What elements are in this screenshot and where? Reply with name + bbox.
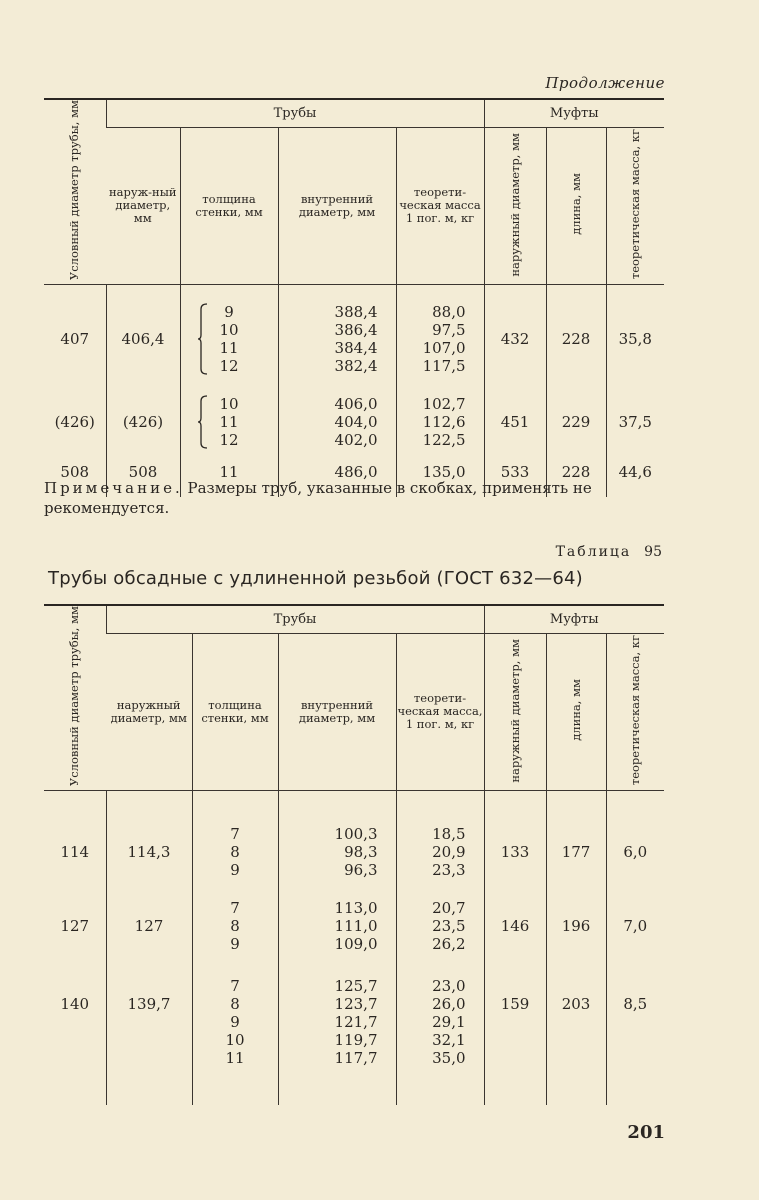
coupling-outer-cell-value: 146 [500, 917, 530, 936]
coupling-mass-cell-value: 44,6 [618, 463, 652, 482]
table-row [44, 303, 664, 375]
coupling-outer-cell-value: 159 [500, 995, 530, 1014]
pipe-mass-cell-value: 88,0 [432, 303, 466, 322]
inner-diameter-cell-value: 96,3 [344, 861, 378, 880]
pipe-mass-cell-value: 107,0 [422, 339, 466, 358]
coupling-length-cell-value: 229 [561, 413, 591, 432]
coupling-length-cell [546, 899, 606, 953]
coupling-mass-cell [606, 303, 664, 375]
coupling-mass-cell [606, 899, 664, 953]
coupling-length-cell [546, 395, 606, 449]
brace-icon [197, 395, 209, 449]
table-row [44, 899, 664, 953]
inner-diameter-cell-value: 404,0 [334, 413, 378, 432]
coupling-length-cell-value: 203 [561, 995, 591, 1014]
wall-thickness-cell-value: 8 [230, 995, 240, 1014]
pipe-mass-cell-value: 26,0 [432, 995, 466, 1014]
header-coupling-length: длина, мм [546, 633, 606, 791]
header-pipe-outer-diameter: наружный диаметр, мм [106, 633, 192, 791]
coupling-outer-cell [484, 825, 546, 879]
wall-thickness-cell [192, 899, 278, 953]
inner-diameter-cell [278, 303, 396, 375]
wall-thickness-cell-value: 9 [224, 303, 234, 322]
table-title: Трубы обсадные с удлиненной резьбой (ГОСТ 632—64) [48, 568, 583, 589]
nominal-diameter-cell [44, 303, 106, 375]
pipe-table-continued [44, 98, 664, 497]
pipe-mass-cell-value: 23,3 [432, 861, 466, 880]
inner-diameter-cell-value: 98,3 [344, 843, 378, 862]
inner-diameter-cell-value: 111,0 [334, 917, 378, 936]
pipe-mass-cell-value: 20,9 [432, 843, 466, 862]
wall-thickness-cell-value: 11 [219, 463, 239, 482]
coupling-length-cell [546, 303, 606, 375]
inner-diameter-cell-value: 113,0 [334, 899, 378, 918]
wall-thickness-cell-value: 9 [230, 861, 240, 880]
header-nominal-diameter: Условный диаметр трубы, мм [44, 605, 106, 791]
coupling-mass-cell-value: 8,5 [623, 995, 648, 1014]
wall-thickness-cell-value: 8 [230, 843, 240, 862]
header-wall-thickness: толщина стенки, мм [192, 633, 278, 791]
coupling-outer-cell-value: 432 [500, 330, 530, 349]
inner-diameter-cell [278, 899, 396, 953]
note-text: Размеры труб, указанные в скобках, применять не рекомендуется. [44, 479, 592, 517]
coupling-mass-cell-value: 7,0 [623, 917, 648, 936]
coupling-outer-cell [484, 303, 546, 375]
inner-diameter-cell-value: 119,7 [334, 1031, 378, 1050]
table-row [44, 395, 664, 449]
wall-thickness-cell-value: 7 [230, 977, 240, 996]
header-inner-diameter: внутренний диаметр, мм [278, 127, 396, 285]
coupling-mass-cell [606, 825, 664, 879]
pipe-mass-cell-value: 32,1 [432, 1031, 466, 1050]
outer-diameter-cell [106, 303, 180, 375]
nominal-diameter-cell [44, 977, 106, 1067]
wall-thickness-cell-value: 10 [219, 395, 239, 414]
pipe-mass-cell [396, 395, 484, 449]
outer-diameter-cell-value: 139,7 [127, 995, 171, 1014]
inner-diameter-cell [278, 825, 396, 879]
coupling-outer-cell-value: 533 [500, 463, 530, 482]
outer-diameter-cell-value: 114,3 [127, 843, 171, 862]
wall-thickness-cell [180, 303, 278, 375]
note-label: Примечание. [44, 479, 183, 497]
header-coupling-mass: теоретическая масса, кг [606, 633, 664, 791]
coupling-outer-cell [484, 977, 546, 1067]
pipe-mass-cell-value: 23,0 [432, 977, 466, 996]
inner-diameter-cell-value: 386,4 [334, 321, 378, 340]
casing-pipe-table [44, 604, 664, 1105]
wall-thickness-cell [192, 977, 278, 1067]
coupling-mass-cell-value: 35,8 [618, 330, 652, 349]
coupling-length-cell-value: 228 [561, 330, 591, 349]
pipe-mass-cell [396, 977, 484, 1067]
nominal-diameter-cell-value: 127 [60, 917, 90, 936]
nominal-diameter-cell-value: 114 [60, 843, 90, 862]
outer-diameter-cell [106, 825, 192, 879]
nominal-diameter-cell-value: (426) [54, 413, 95, 432]
nominal-diameter-cell [44, 395, 106, 449]
nominal-diameter-cell [44, 899, 106, 953]
inner-diameter-cell [278, 977, 396, 1067]
inner-diameter-cell-value: 123,7 [334, 995, 378, 1014]
wall-thickness-cell [180, 395, 278, 449]
coupling-mass-cell-value: 6,0 [623, 843, 648, 862]
header-pipe-mass: теорети-ческая масса, 1 пог. м, кг [396, 633, 484, 791]
coupling-outer-cell [484, 899, 546, 953]
header-wall-thickness: толщина стенки, мм [180, 127, 278, 285]
pipe-mass-cell-value: 135,0 [422, 463, 466, 482]
header-couplings-group: Муфты [484, 605, 664, 633]
inner-diameter-cell-value: 384,4 [334, 339, 378, 358]
nominal-diameter-cell-value: 407 [60, 330, 90, 349]
coupling-length-cell-value: 177 [561, 843, 591, 862]
outer-diameter-cell-value: 508 [128, 463, 158, 482]
outer-diameter-cell-value: 406,4 [121, 330, 165, 349]
header-coupling-length: длина, мм [546, 127, 606, 285]
pipe-mass-cell-value: 20,7 [432, 899, 466, 918]
inner-diameter-cell-value: 388,4 [334, 303, 378, 322]
coupling-outer-cell-value: 451 [500, 413, 530, 432]
header-pipe-mass: теорети-ческая масса 1 пог. м, кг [396, 127, 484, 285]
pipe-mass-cell-value: 35,0 [432, 1049, 466, 1068]
outer-diameter-cell [106, 395, 180, 449]
coupling-length-cell [546, 977, 606, 1067]
wall-thickness-cell-value: 11 [225, 1049, 245, 1068]
coupling-outer-cell [484, 395, 546, 449]
table-number: 95 [644, 544, 662, 560]
pipe-mass-cell-value: 23,5 [432, 917, 466, 936]
coupling-length-cell-value: 196 [561, 917, 591, 936]
wall-thickness-cell-value: 7 [230, 825, 240, 844]
coupling-mass-cell-value: 37,5 [618, 413, 652, 432]
table-number-label [556, 544, 662, 560]
header-coupling-outer-diameter: наружный диаметр, мм [484, 633, 546, 791]
pipe-mass-cell-value: 18,5 [432, 825, 466, 844]
continuation-label: Продолжение [545, 74, 665, 92]
header-coupling-outer-diameter: наружный диаметр, мм [484, 127, 546, 285]
wall-thickness-cell [192, 825, 278, 879]
pipe-mass-cell-value: 102,7 [422, 395, 466, 414]
wall-thickness-cell-value: 7 [230, 899, 240, 918]
wall-thickness-cell-value: 12 [219, 357, 239, 376]
outer-diameter-cell [106, 899, 192, 953]
inner-diameter-cell-value: 109,0 [334, 935, 378, 954]
inner-diameter-cell-value: 117,7 [334, 1049, 378, 1068]
outer-diameter-cell-value: 127 [134, 917, 164, 936]
wall-thickness-cell-value: 11 [219, 413, 239, 432]
inner-diameter-cell-value: 406,0 [334, 395, 378, 414]
pipe-mass-cell-value: 29,1 [432, 1013, 466, 1032]
inner-diameter-cell [278, 395, 396, 449]
header-couplings-group: Муфты [484, 99, 664, 127]
header-pipes-group: Трубы [106, 605, 484, 633]
table-word: Таблица [555, 544, 632, 560]
coupling-mass-cell [606, 977, 664, 1067]
header-inner-diameter: внутренний диаметр, мм [278, 633, 396, 791]
pipe-mass-cell-value: 112,6 [422, 413, 466, 432]
pipe-mass-cell-value: 117,5 [422, 357, 466, 376]
pipe-mass-cell [396, 899, 484, 953]
wall-thickness-cell-value: 8 [230, 917, 240, 936]
table-row [44, 977, 664, 1067]
wall-thickness-cell-value: 9 [230, 935, 240, 954]
table-note [44, 478, 666, 518]
inner-diameter-cell-value: 382,4 [334, 357, 378, 376]
header-pipe-outer-diameter: наруж-ный диаметр, мм [106, 127, 180, 285]
wall-thickness-cell-value: 10 [219, 321, 239, 340]
inner-diameter-cell-value: 121,7 [334, 1013, 378, 1032]
wall-thickness-cell-value: 11 [219, 339, 239, 358]
brace-icon [197, 303, 209, 375]
pipe-mass-cell [396, 825, 484, 879]
nominal-diameter-cell [44, 825, 106, 879]
page-number: 201 [627, 1122, 665, 1143]
outer-diameter-cell [106, 977, 192, 1067]
coupling-length-cell-value: 228 [561, 463, 591, 482]
inner-diameter-cell-value: 100,3 [334, 825, 378, 844]
nominal-diameter-cell-value: 140 [60, 995, 90, 1014]
pipe-mass-cell-value: 122,5 [422, 431, 466, 450]
coupling-mass-cell [606, 395, 664, 449]
header-pipes-group: Трубы [106, 99, 484, 127]
header-coupling-mass: теоретическая масса, кг [606, 127, 664, 285]
pipe-mass-cell-value: 97,5 [432, 321, 466, 340]
table-row [44, 825, 664, 879]
wall-thickness-cell-value: 10 [225, 1031, 245, 1050]
nominal-diameter-cell-value: 508 [60, 463, 90, 482]
coupling-outer-cell-value: 133 [500, 843, 530, 862]
outer-diameter-cell-value: (426) [122, 413, 164, 432]
inner-diameter-cell-value: 125,7 [334, 977, 378, 996]
wall-thickness-cell-value: 12 [219, 431, 239, 450]
pipe-mass-cell [396, 303, 484, 375]
inner-diameter-cell-value: 486,0 [334, 463, 378, 482]
wall-thickness-cell-value: 9 [230, 1013, 240, 1032]
header-nominal-diameter: Условный диаметр трубы, мм [44, 99, 106, 285]
inner-diameter-cell-value: 402,0 [334, 431, 378, 450]
pipe-mass-cell-value: 26,2 [432, 935, 466, 954]
coupling-length-cell [546, 825, 606, 879]
